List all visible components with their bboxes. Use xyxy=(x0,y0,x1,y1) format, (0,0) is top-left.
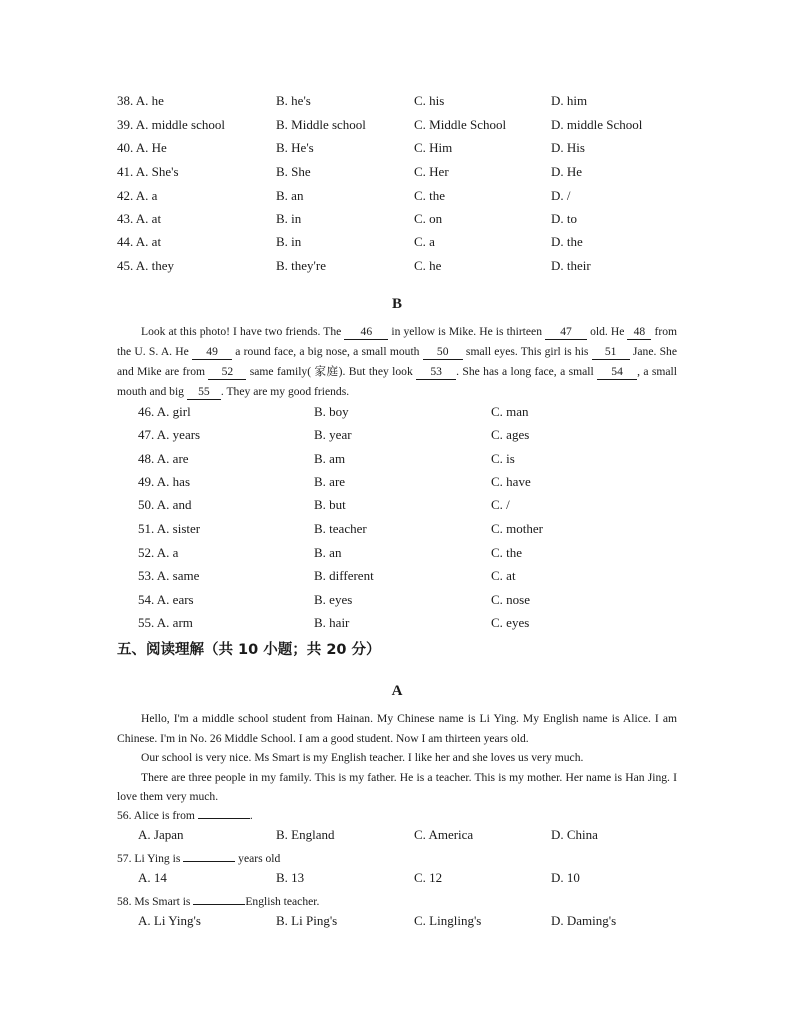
option-d: D. to xyxy=(551,211,577,226)
options-row-56 xyxy=(0,825,794,845)
option-a: A. 14 xyxy=(138,870,167,885)
section-letter-b: B xyxy=(391,296,402,312)
blank-46: 46 xyxy=(344,325,388,340)
option-b: B. an xyxy=(276,188,304,203)
passage-paragraph xyxy=(117,709,677,748)
option-b: B. they're xyxy=(276,258,326,273)
option-a: 42. A. a xyxy=(117,188,158,203)
options-row-54 xyxy=(0,590,794,610)
option-c: C. the xyxy=(414,188,446,203)
option-c: C. a xyxy=(414,234,435,249)
passage-text: , a small mouth and big xyxy=(117,365,677,398)
option-c: C. man xyxy=(491,404,529,419)
passage-text: Jane. She and Mike are from xyxy=(117,345,677,378)
option-d: D. Daming's xyxy=(551,913,617,928)
answer-blank xyxy=(183,850,235,862)
blank-55: 55 xyxy=(187,385,221,400)
options-row-39 xyxy=(0,115,794,135)
option-a: 44. A. at xyxy=(117,234,162,249)
options-row-45 xyxy=(0,256,794,276)
option-a: 53. A. same xyxy=(138,568,200,583)
option-d: D. middle School xyxy=(551,117,643,132)
options-row-49 xyxy=(0,472,794,492)
option-c: C. 12 xyxy=(414,870,443,885)
options-row-50 xyxy=(0,495,794,515)
answer-blank xyxy=(198,807,250,819)
option-b: B. are xyxy=(314,474,346,489)
option-c: C. on xyxy=(414,211,443,226)
option-c: C. he xyxy=(414,258,442,273)
cloze-passage xyxy=(117,322,677,402)
option-c: C. his xyxy=(414,93,445,108)
options-row-41 xyxy=(0,162,794,182)
question-57-stem xyxy=(117,850,280,868)
option-c: C. Middle School xyxy=(414,117,507,132)
options-row-55 xyxy=(0,613,794,633)
blank-49: 49 xyxy=(192,345,232,360)
option-a: 45. A. they xyxy=(117,258,175,273)
option-b: B. an xyxy=(314,545,342,560)
blank-54: 54 xyxy=(597,365,637,380)
answer-blank xyxy=(193,893,245,905)
option-c: C. mother xyxy=(491,521,543,536)
option-b: B. year xyxy=(314,427,352,442)
option-a: 40. A. He xyxy=(117,140,167,155)
paragraph-text: Our school is very nice. Ms Smart is my English teacher. I like her and she loves us very much. xyxy=(141,751,584,764)
option-c: C. / xyxy=(491,497,510,512)
blank-53: 53 xyxy=(416,365,456,380)
option-a: A. Li Ying's xyxy=(138,913,201,928)
option-b: B. in xyxy=(276,211,302,226)
blank-50: 50 xyxy=(423,345,463,360)
option-b: B. 13 xyxy=(276,870,305,885)
option-c: C. Lingling's xyxy=(414,913,482,928)
option-a: 50. A. and xyxy=(138,497,192,512)
option-c: C. is xyxy=(491,451,515,466)
option-a: 52. A. a xyxy=(138,545,179,560)
passage-paragraph xyxy=(117,768,677,807)
option-b: B. teacher xyxy=(314,521,367,536)
passage-text: . They are my good friends. xyxy=(220,385,350,398)
option-c: C. ages xyxy=(491,427,530,442)
option-c: C. America xyxy=(414,827,474,842)
stem-text: years old xyxy=(235,852,281,865)
option-d: D. He xyxy=(551,164,583,179)
option-b: B. Middle school xyxy=(276,117,366,132)
passage-text: old. He xyxy=(587,325,628,338)
stem-text: 57. Li Ying is xyxy=(117,852,184,865)
option-a: 51. A. sister xyxy=(138,521,201,536)
stem-text: . xyxy=(249,809,253,822)
option-b: B. hair xyxy=(314,615,350,630)
option-a: 48. A. are xyxy=(138,451,189,466)
passage-text: . She has a long face, a small xyxy=(456,365,598,378)
options-row-53 xyxy=(0,566,794,586)
option-b: B. boy xyxy=(314,404,349,419)
option-a: 38. A. he xyxy=(117,93,164,108)
passage-paragraph xyxy=(117,748,677,768)
blank-47: 47 xyxy=(545,325,587,340)
options-row-40 xyxy=(0,138,794,158)
option-d: D. / xyxy=(551,188,571,203)
option-a: 46. A. girl xyxy=(138,404,191,419)
option-d: D. the xyxy=(551,234,583,249)
option-a: 41. A. She's xyxy=(117,164,179,179)
paragraph-text: There are three people in my family. This is my father. He is a teacher. This is my mother. Her name is Han Jing. I love them very much. xyxy=(117,770,677,803)
passage-text: in yellow is Mike. He is thirteen xyxy=(388,325,546,338)
stem-text: English teacher. xyxy=(245,895,320,908)
blank-51: 51 xyxy=(592,345,630,360)
paragraph-text: Hello, I'm a middle school student from Hainan. My Chinese name is Li Ying. My English name is Alice. I am Chinese. I'm in No. 26 Middle School. I am a good student. Now I am thirteen years old. xyxy=(117,712,677,745)
blank-52: 52 xyxy=(208,365,246,380)
reading-passage xyxy=(117,709,677,807)
passage-text: small eyes. This girl is his xyxy=(462,345,592,358)
option-d: D. China xyxy=(551,827,598,842)
passage-text: a round face, a big nose, a small mouth xyxy=(232,345,423,358)
stem-text: 58. Ms Smart is xyxy=(117,895,194,908)
section-heading-reading: 五、阅读理解（共 10 小题；共 20 分） xyxy=(117,642,381,658)
option-a: 54. A. ears xyxy=(138,592,194,607)
option-c: C. Him xyxy=(414,140,453,155)
option-d: D. their xyxy=(551,258,591,273)
options-row-48 xyxy=(0,449,794,469)
option-a: A. Japan xyxy=(138,827,184,842)
option-d: D. him xyxy=(551,93,588,108)
option-a: 49. A. has xyxy=(138,474,190,489)
stem-text: 56. Alice is from xyxy=(117,809,198,822)
option-c: C. nose xyxy=(491,592,530,607)
blank-48: 48 xyxy=(627,325,651,340)
option-b: B. he's xyxy=(276,93,311,108)
options-row-57 xyxy=(0,868,794,888)
options-row-58 xyxy=(0,911,794,931)
option-b: B. different xyxy=(314,568,374,583)
option-d: D. His xyxy=(551,140,585,155)
question-56-stem xyxy=(117,807,253,825)
option-b: B. She xyxy=(276,164,311,179)
option-a: 47. A. years xyxy=(138,427,201,442)
option-b: B. Li Ping's xyxy=(276,913,338,928)
options-row-47 xyxy=(0,425,794,445)
option-c: C. the xyxy=(491,545,523,560)
options-row-52 xyxy=(0,543,794,563)
option-c: C. at xyxy=(491,568,516,583)
options-row-44 xyxy=(0,232,794,252)
option-b: B. eyes xyxy=(314,592,353,607)
passage-text: same family( 家庭). But they look xyxy=(246,365,417,378)
options-row-38 xyxy=(0,91,794,111)
passage-text: Look at this photo! I have two friends. The xyxy=(141,325,345,338)
option-c: C. Her xyxy=(414,164,449,179)
option-b: B. England xyxy=(276,827,335,842)
question-58-stem xyxy=(117,893,319,911)
option-a: 55. A. arm xyxy=(138,615,193,630)
option-b: B. but xyxy=(314,497,346,512)
option-a: 39. A. middle school xyxy=(117,117,225,132)
option-c: C. eyes xyxy=(491,615,530,630)
options-row-51 xyxy=(0,519,794,539)
option-c: C. have xyxy=(491,474,531,489)
option-d: D. 10 xyxy=(551,870,580,885)
passage-text: from the U. S. A. He xyxy=(117,325,678,358)
options-row-42 xyxy=(0,186,794,206)
options-row-46 xyxy=(0,402,794,422)
option-a: 43. A. at xyxy=(117,211,162,226)
option-b: B. am xyxy=(314,451,346,466)
section-letter-a: A xyxy=(391,683,403,699)
option-b: B. He's xyxy=(276,140,314,155)
options-row-43 xyxy=(0,209,794,229)
option-b: B. in xyxy=(276,234,302,249)
